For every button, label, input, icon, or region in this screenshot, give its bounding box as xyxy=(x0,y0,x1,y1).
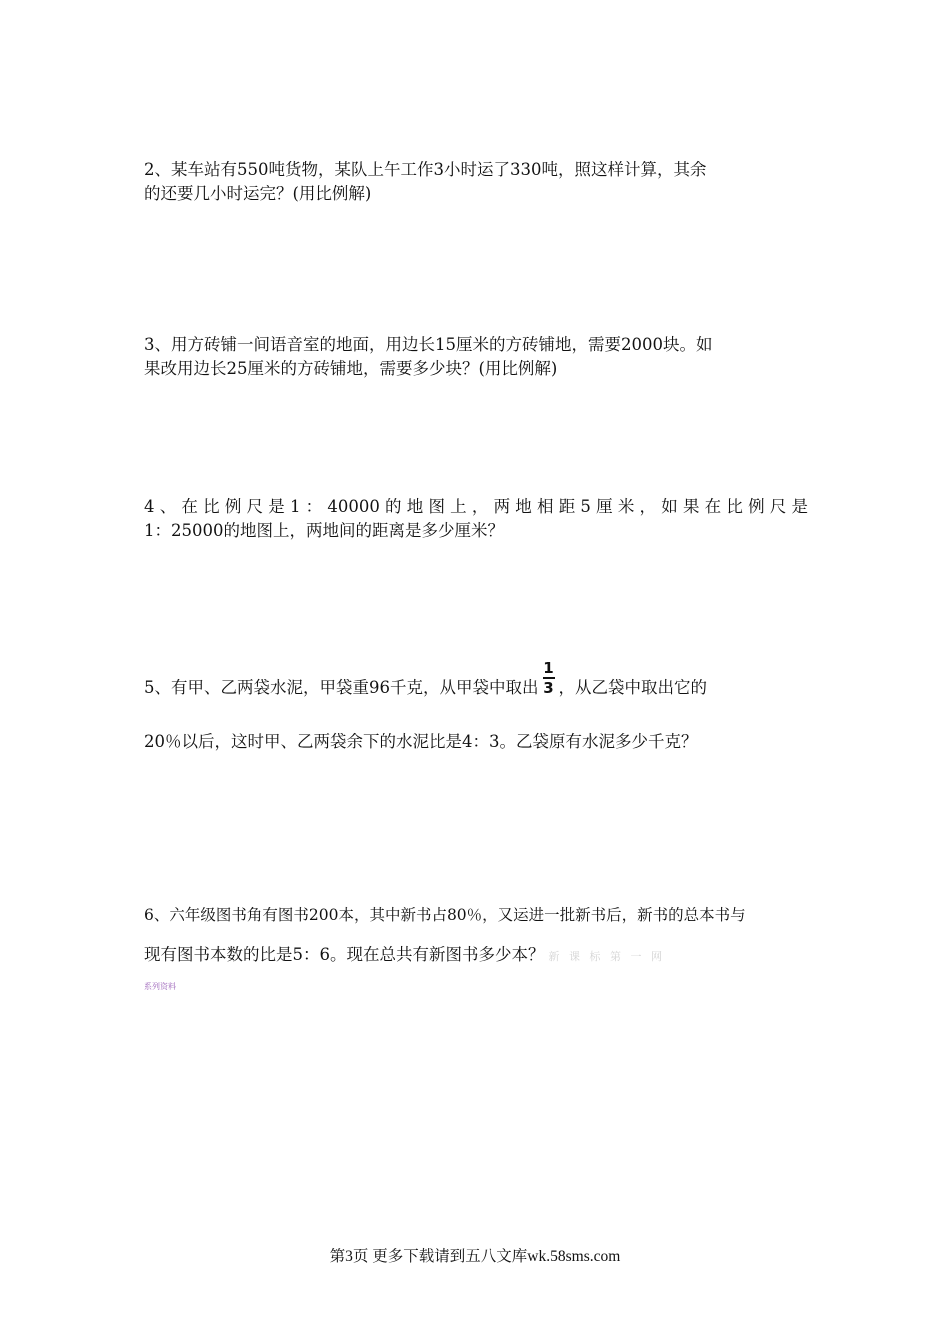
question-2-line-2: 的还要几小时运完？(用比例解) xyxy=(144,184,372,203)
question-5-text-after-fraction: ，从乙袋中取出它的 xyxy=(558,678,707,697)
question-4 xyxy=(144,495,808,543)
question-3-line-2: 果改用边长25厘米的方砖铺地，需要多少块？(用比例解) xyxy=(144,359,558,378)
fraction-denominator: 3 xyxy=(543,679,554,697)
watermark-text: 新 课 标 第 一 网 xyxy=(548,950,665,963)
question-3-line-1: 3、用方砖铺一间语音室的地面，用边长15厘米的方砖铺地，需要2000块。如 xyxy=(144,335,713,354)
question-2 xyxy=(144,158,808,206)
question-4-line-1: 4、在比例尺是1：40000的地图上，两地相距5厘米，如果在比例尺是 xyxy=(144,497,808,516)
question-5-text-before-fraction: 5、有甲、乙两袋水泥，甲袋重96千克，从甲袋中取出 xyxy=(144,678,539,697)
question-5-line-1 xyxy=(144,648,808,700)
question-5-line-2: 20％以后，这时甲、乙两袋余下的水泥比是4：3。乙袋原有水泥多少千克？ xyxy=(144,732,698,751)
series-tag: 系列资料 xyxy=(144,982,176,991)
fraction-one-third xyxy=(543,660,555,696)
question-6-line-2-text: 现有图书本数的比是5：6。现在总共有新图书多少本？ xyxy=(144,945,545,964)
page-footer: 第3页 更多下载请到五八文库wk.58sms.com xyxy=(329,1248,621,1265)
question-6-line-1: 6、六年级图书角有图书200本，其中新书占80％，又运进一批新书后，新书的总本书与 xyxy=(144,906,746,924)
question-5 xyxy=(144,648,808,754)
question-2-line-1: 2、某车站有550吨货物，某队上午工作3小时运了330吨，照这样计算，其余 xyxy=(144,160,707,179)
question-3 xyxy=(144,333,808,381)
question-4-line-2: 1：25000的地图上，两地间的距离是多少厘米？ xyxy=(144,521,504,540)
question-6-line-2 xyxy=(144,943,808,969)
fraction-numerator: 1 xyxy=(543,659,554,677)
question-6 xyxy=(144,903,808,969)
